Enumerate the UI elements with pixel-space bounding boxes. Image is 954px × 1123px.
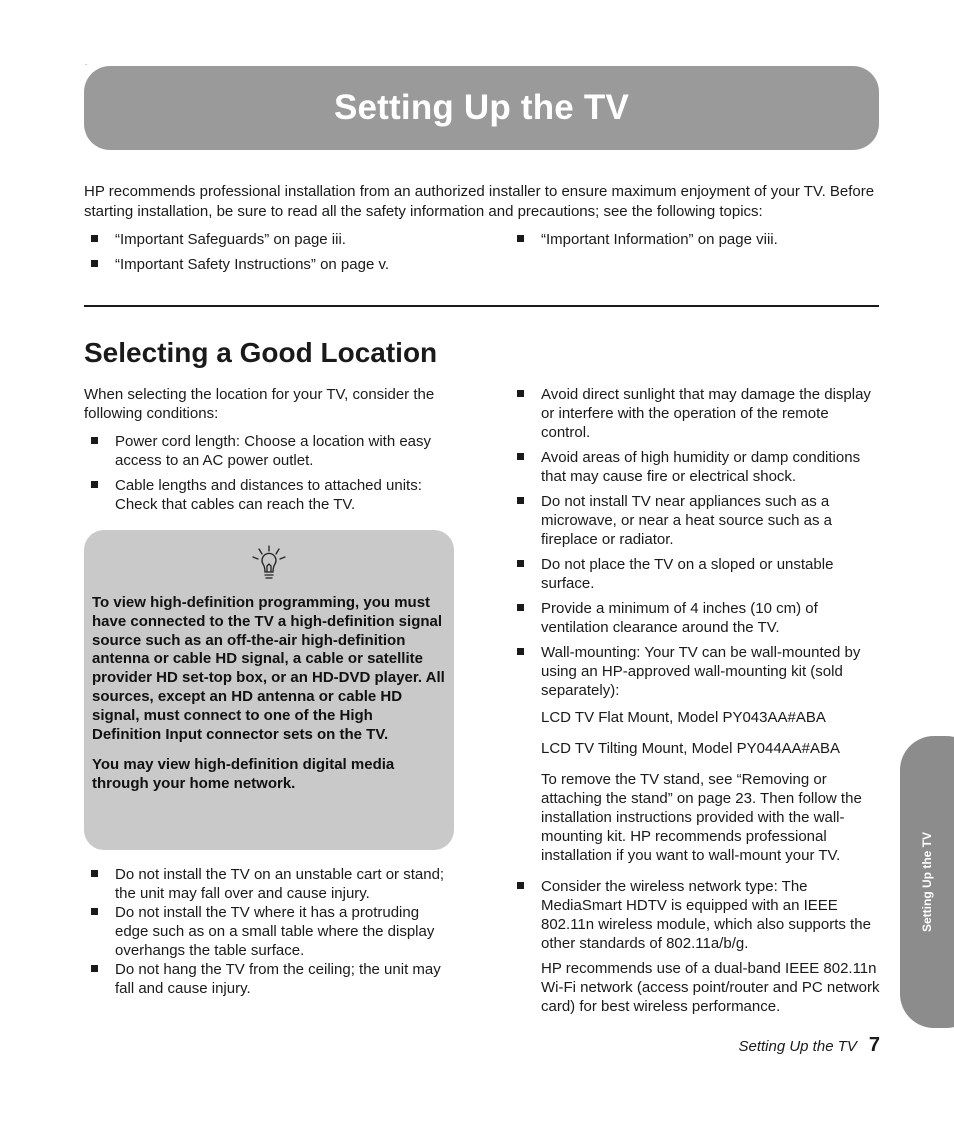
page-number: 7: [868, 1034, 880, 1056]
location-intro: When selecting the location for your TV, consider the following conditions:: [84, 386, 435, 422]
condition-item: Do not place the TV on a sloped or unstable surface.: [510, 555, 880, 593]
condition-item: Provide a minimum of 4 inches (10 cm) of ventilation clearance around the TV.: [510, 599, 880, 637]
tip-box: [84, 530, 454, 850]
lightbulb-icon: [249, 544, 289, 586]
conditions-list-right: [510, 385, 880, 700]
condition-item: Do not install the TV on an unstable cart or stand; the unit may fall over and cause injury.: [84, 865, 454, 903]
conditions-list-left-b: [84, 865, 454, 998]
tilting-mount-model: LCD TV Tilting Mount, Model PY044AA#ABA: [541, 740, 841, 757]
condition-item: Cable lengths and distances to attached units: Check that cables can reach the TV.: [84, 476, 454, 514]
topic-item: “Important Information” on page viii.: [510, 230, 870, 249]
condition-item: Avoid direct sunlight that may damage the display or interfere with the operation of the remote control.: [510, 385, 880, 442]
condition-item: Power cord length: Choose a location with easy access to an AC power outlet.: [84, 432, 454, 470]
flat-mount-model: LCD TV Flat Mount, Model PY043AA#ABA: [541, 709, 826, 726]
condition-item: Wall-mounting: Your TV can be wall-mounted by using an HP-approved wall-mounting kit (sold separately):: [510, 643, 880, 700]
section-divider: [84, 305, 879, 307]
right-column: [510, 385, 880, 1016]
chapter-banner: [84, 66, 879, 150]
condition-item: Do not install the TV where it has a protruding edge such as on a small table where the display overhangs the table surface.: [84, 903, 454, 960]
remove-stand-note: To remove the TV stand, see “Removing or attaching the stand” on page 23. Then follow the installation instructions provided with the wall-mounting kit. HP recommends professional installation if you want to wall-mount your TV.: [541, 771, 862, 864]
wireless-list: [510, 877, 880, 953]
topic-item: “Important Safety Instructions” on page v.: [84, 255, 484, 274]
chapter-title: Setting Up the TV: [333, 88, 630, 127]
page-mark: .: [85, 58, 88, 67]
intro-paragraph: HP recommends professional installation from an authorized installer to ensure maximum enjoyment of your TV. Before starting installation, be sure to read all the safety information and precautions; see the following topics:: [84, 183, 875, 220]
condition-item: Do not install TV near appliances such as a microwave, or near a heat source such as a fireplace or radiator.: [510, 492, 880, 549]
topic-list-left: [84, 230, 484, 280]
page-footer: [738, 1034, 880, 1057]
section-title: Selecting a Good Location: [84, 337, 438, 368]
tip-text-media: You may view high-definition digital media through your home network.: [92, 756, 395, 793]
topic-list-right: [510, 230, 870, 249]
condition-item: Do not hang the TV from the ceiling; the unit may fall and cause injury.: [84, 960, 454, 998]
footer-title: Setting Up the TV: [738, 1038, 857, 1055]
left-column-top: [84, 385, 454, 520]
left-column-bottom: [84, 865, 454, 998]
condition-item: Avoid areas of high humidity or damp conditions that may cause fire or electrical shock.: [510, 448, 880, 486]
wireless-recommendation: HP recommends use of a dual-band IEEE 802.11n Wi-Fi network (access point/router and PC network card) for best wireless performance.: [541, 960, 880, 1015]
side-tab-label: Setting Up the TV: [920, 832, 934, 932]
topic-item: “Important Safeguards” on page iii.: [84, 230, 484, 249]
conditions-list-left-a: [84, 432, 454, 514]
condition-item: Consider the wireless network type: The MediaSmart HDTV is equipped with an IEEE 802.11n wireless module, which also supports the other standards of 802.11a/b/g.: [510, 877, 880, 953]
chapter-side-tab: [900, 736, 954, 1028]
tip-text-hd: To view high-definition programming, you must have connected to the TV a high-definition signal source such as an off-the-air high-definition antenna or cable HD signal, a cable or satellite provider HD set-top box, or an HD-DVD player. All sources, except an HD antenna or cable HD signal, must connect to one of the High Definition Input connector sets on the TV.: [92, 594, 445, 743]
